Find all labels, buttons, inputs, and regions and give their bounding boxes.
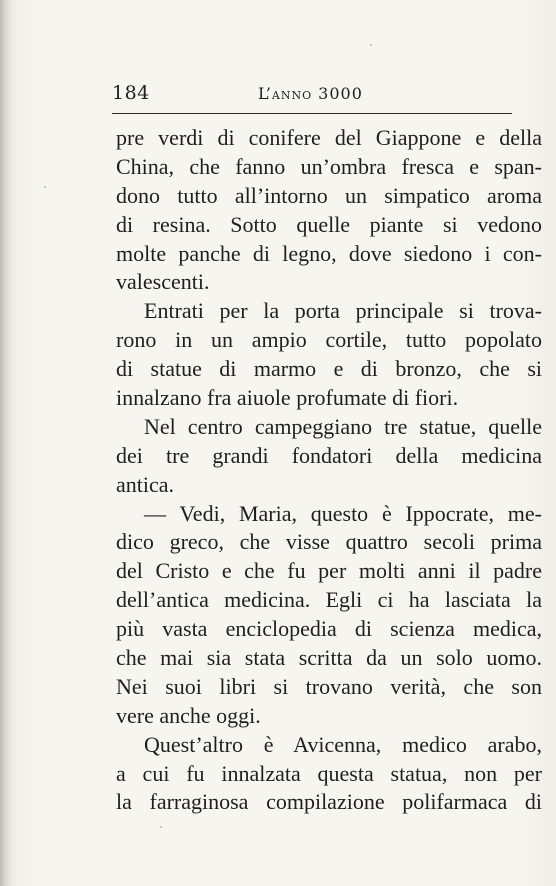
header-rule — [112, 113, 512, 114]
page-number: 184 — [112, 82, 150, 104]
text-line: molte panche di legno, dove siedono i con- — [116, 240, 542, 266]
text-line: a cui fu innalzata questa statua, non per — [116, 760, 542, 786]
text-line: Nel centro campeggiano tre statue, quelle — [144, 413, 542, 439]
text-line: vere anche oggi. — [116, 702, 261, 728]
text-line: innalzano fra aiuole profumate di fiori. — [116, 385, 459, 411]
text-line: pre verdi di conifere del Giappone e della — [116, 125, 542, 150]
binding-shadow — [0, 0, 12, 886]
text-line: dico greco, che visse quattro secoli prima — [116, 529, 542, 555]
text-line: del Cristo e che fu per molti anni il padre — [116, 558, 542, 584]
text-line: dei tre grandi fondatori della medicina — [116, 442, 542, 468]
page-header — [112, 82, 512, 106]
running-head: L’anno 3000 — [258, 84, 363, 103]
paper-speck — [160, 826, 162, 828]
paper-speck — [44, 186, 46, 188]
text-line: di statue di marmo e di bronzo, che si — [116, 356, 542, 382]
text-line: che mai sia stata scritta da un solo uomo. — [116, 645, 542, 671]
text-line: la farraginosa compilazione polifarmaca di — [116, 789, 542, 815]
paper-speck — [370, 44, 372, 46]
text-line: di resina. Sotto quelle piante si vedono — [116, 211, 542, 237]
text-line: dono tutto all’intorno un simpatico aroma — [116, 182, 542, 208]
text-line: Entrati per la porta principale si trova- — [144, 298, 542, 324]
text-line: dell’antica medicina. Egli ci ha lasciata la — [116, 587, 542, 613]
body-text — [116, 124, 542, 817]
text-line: Nei suoi libri si trovano verità, che son — [116, 673, 542, 699]
text-line: Quest’altro è Avicenna, medico arabo, — [144, 731, 542, 757]
text-line: China, che fanno un’ombra fresca e span- — [116, 153, 542, 179]
text-line: più vasta enciclopedia di scienza medica, — [116, 616, 542, 642]
text-line: valescenti. — [116, 269, 210, 295]
text-line: rono in un ampio cortile, tutto popolato — [116, 327, 542, 353]
text-line: antica. — [116, 471, 175, 497]
text-line: — Vedi, Maria, questo è Ippocrate, me- — [144, 500, 542, 526]
